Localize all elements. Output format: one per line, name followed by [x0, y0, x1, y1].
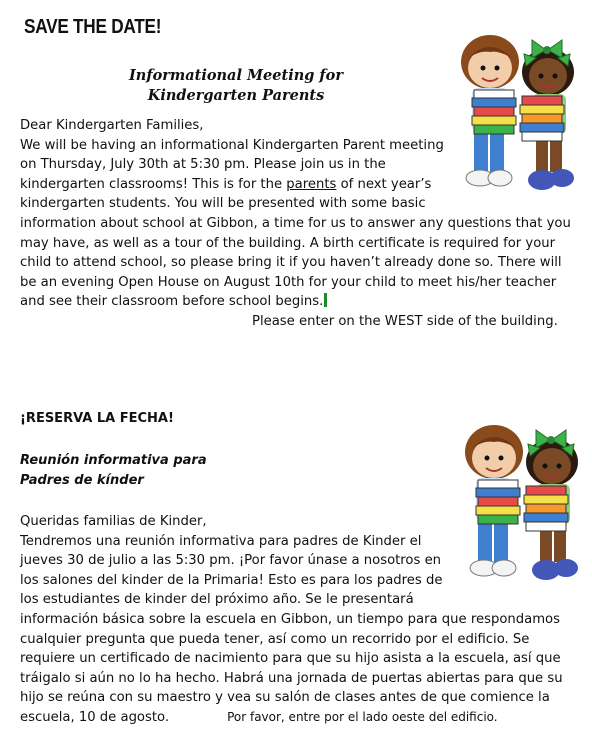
- spanish-line: tráigalo si aún no lo ha hecho. Habrá una jornada de puertas abiertas para que su: [20, 670, 563, 686]
- english-salutation: Dear Kindergarten Families,: [20, 118, 204, 133]
- spanish-line: jueves 30 de julio a las 5:30 pm. ¡Por favor únase a nosotros en: [20, 553, 442, 569]
- spanish-title-line-1: Reunión informativa para: [20, 453, 207, 468]
- english-line: We will be having an informational Kindergarten Parent meeting: [20, 137, 444, 153]
- text-cursor: [324, 293, 327, 307]
- english-line: may have, as well as a tour of the building. A birth certificate is required for your: [20, 235, 556, 251]
- spanish-line: los salones del kinder de la Primaria! Esto es para los padres de: [20, 572, 443, 588]
- spanish-line: requiere un certificado de nacimiento para que su hijo asista a la escuela, así que: [20, 651, 561, 667]
- english-title-line-1: Informational Meeting for: [129, 67, 343, 84]
- english-line: on Thursday, July 30th at 5:30 pm. Please join us in the: [20, 157, 386, 173]
- english-line: child to attend school, so please bring it if you haven’t already done so. There will: [20, 255, 562, 271]
- kids-with-books-clipart-top: [458, 28, 580, 200]
- english-title: [120, 66, 352, 106]
- english-line: be an evening Open House on August 10th for your child to meet his/her teacher: [20, 274, 557, 290]
- spanish-line: hijo se reúna con su maestro y vea su salón de clases antes de que comience la: [20, 690, 550, 706]
- english-title-line-2: Kindergarten Parents: [147, 87, 325, 104]
- spanish-line: [20, 708, 580, 728]
- english-line-text: of next year’s: [336, 176, 432, 192]
- spanish-line: cualquier pregunta que pueda tener, así como un recorrido por el edificio. Se: [20, 631, 530, 647]
- english-closing: Please enter on the WEST side of the building.: [252, 313, 558, 329]
- english-line-text: kindergarten classrooms! This is for the: [20, 176, 287, 192]
- english-line: information about school at Gibbon, a time for us to answer any questions that you: [20, 215, 571, 231]
- underlined-parents: parents: [286, 176, 337, 192]
- spanish-line: Tendremos una reunión informativa para padres de Kinder el: [20, 533, 422, 549]
- spanish-line-text: escuela, 10 de agosto.: [20, 709, 170, 725]
- spanish-title-line-2: Padres de kínder: [20, 473, 144, 488]
- english-line-text: and see their classroom before school begins.: [20, 294, 324, 310]
- save-the-date-heading: SAVE THE DATE!: [24, 16, 162, 38]
- kids-illustration-icon: [462, 418, 584, 590]
- spanish-title: [20, 451, 207, 491]
- kids-illustration-icon: [458, 28, 580, 200]
- english-line: kindergarten students. You will be presented with some basic: [20, 196, 426, 212]
- spanish-salutation: Queridas familias de Kinder,: [20, 514, 207, 529]
- english-line: [20, 292, 580, 312]
- spanish-closing: Por favor, entre por el lado oeste del edificio.: [227, 709, 498, 724]
- kids-with-books-clipart-bottom: [462, 418, 584, 590]
- spanish-line: información básica sobre la escuela en Gibbon, un tiempo para que respondamos: [20, 611, 560, 627]
- reserva-la-fecha-heading: ¡RESERVA LA FECHA!: [20, 411, 174, 426]
- spanish-line: los estudiantes de kinder del próximo año. Se le presentará: [20, 592, 414, 608]
